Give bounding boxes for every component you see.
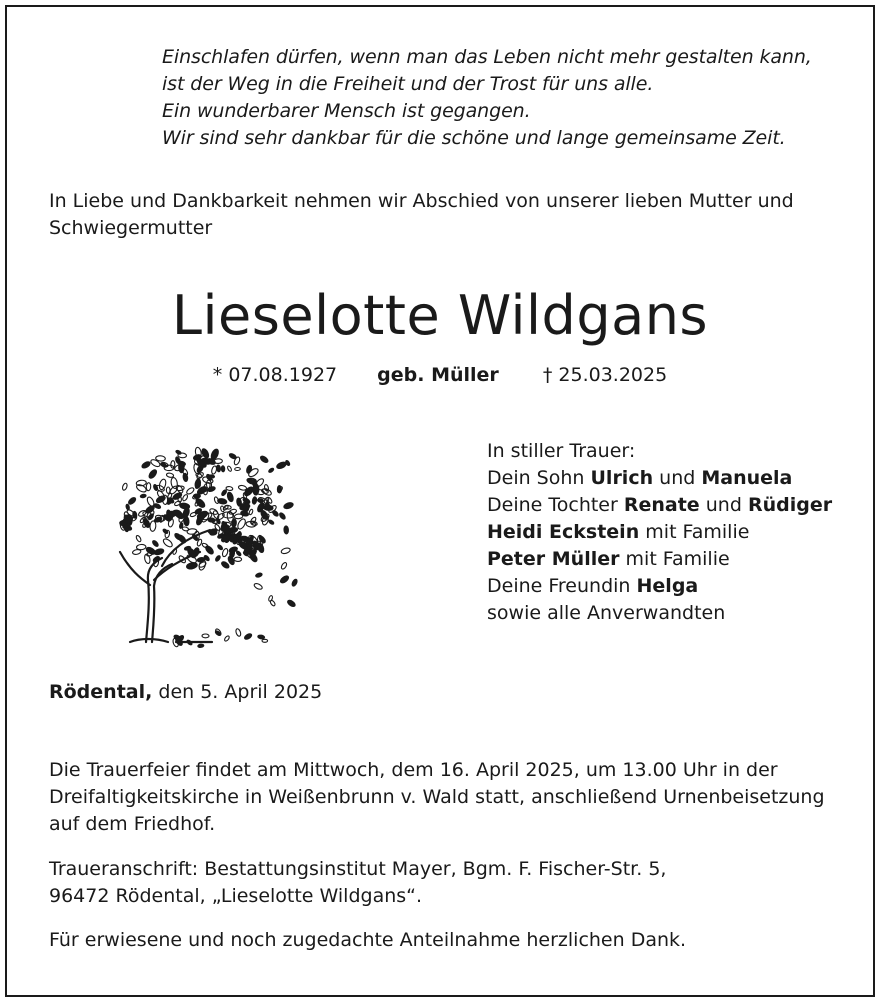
thanks-text: Für erwiesene und noch zugedachte Anteilnahme herzlichen Dank.	[49, 929, 687, 951]
leaf-mark	[224, 635, 230, 642]
death-date: † 25.03.2025	[542, 364, 668, 386]
leaf-mark	[152, 540, 160, 548]
leaf-mark	[261, 487, 272, 496]
leaf-mark	[190, 512, 197, 518]
leaf-mark	[217, 498, 227, 505]
windblown-tree-illustration	[100, 420, 300, 655]
leaf-mark	[229, 453, 238, 460]
leaf-mark	[291, 578, 298, 586]
address-line: Traueranschrift: Bestattungsinstitut Mayer, Bgm. F. Fischer-Str. 5,	[49, 858, 667, 880]
poem-line: Ein wunderbarer Mensch ist gegangen.	[162, 100, 531, 122]
leaf-mark	[173, 509, 185, 520]
leaf-mark	[211, 465, 217, 474]
leaf-mark	[259, 455, 269, 464]
mourning-address	[49, 856, 839, 910]
mourner-name: Ulrich	[590, 467, 654, 489]
leaf-mark	[162, 537, 174, 548]
mourner-suffix: mit Familie	[645, 521, 750, 543]
leaf-mark	[272, 510, 280, 517]
leaf-mark	[140, 494, 146, 498]
place-date-text: den 5. April 2025	[158, 681, 323, 703]
leaf-mark	[150, 458, 161, 468]
mourner-conjunction: und	[659, 467, 696, 489]
leaf-mark	[234, 557, 242, 561]
deceased-name: Lieselotte Wildgans	[171, 284, 709, 347]
leaf-mark	[123, 525, 129, 528]
poem-line: ist der Weg in die Freiheit und der Trost für uns alle.	[162, 73, 654, 95]
leaf-mark	[231, 519, 236, 528]
leaf-mark	[252, 497, 257, 505]
leaf-mark	[178, 453, 187, 458]
leaf-mark	[202, 634, 209, 638]
leaf-mark	[135, 535, 142, 543]
mourners-heading: In stiller Trauer:	[487, 440, 636, 462]
intro-text: In Liebe und Dankbarkeit nehmen wir Abschied von unserer lieben Mutter und Schwiegermutter	[49, 190, 794, 239]
leaf-mark	[226, 486, 233, 491]
leaf-mark	[198, 644, 204, 648]
mourner-friend	[487, 573, 832, 600]
leaf-mark	[269, 600, 275, 607]
leaf-mark	[281, 547, 291, 554]
leaf-mark	[179, 502, 190, 509]
leaf-mark	[248, 552, 258, 563]
leaf-mark	[279, 512, 287, 520]
leaf-mark	[221, 489, 228, 496]
leaf-mark	[201, 448, 210, 459]
mourner-relation: Dein Sohn	[487, 467, 585, 489]
leaf-mark	[284, 526, 289, 534]
leaf-mark	[283, 502, 294, 510]
mourner-name: Heidi Eckstein	[487, 521, 640, 543]
mourner-peter	[487, 546, 832, 573]
leaf-mark	[287, 599, 297, 608]
leaf-mark	[202, 542, 209, 548]
mourner-name: Renate	[623, 494, 700, 516]
leaf-mark	[127, 496, 136, 505]
maiden-name: geb. Müller	[377, 364, 499, 386]
leaf-mark	[221, 466, 225, 472]
leaf-mark	[244, 633, 253, 641]
leaf-mark	[253, 582, 263, 590]
leaf-mark	[166, 472, 174, 477]
mourners-list	[487, 438, 832, 627]
leaf-mark	[166, 510, 171, 518]
leaf-mark	[227, 466, 232, 472]
mourner-relation: Deine Tochter	[487, 494, 618, 516]
birth-date: * 07.08.1927	[212, 364, 338, 386]
leaf-mark	[171, 461, 176, 469]
poem-line: Einschlafen dürfen, wenn man das Leben nicht mehr gestalten kann,	[162, 46, 812, 68]
leaf-mark	[186, 487, 195, 496]
leaf-mark	[215, 555, 221, 562]
leaf-mark	[258, 635, 265, 640]
leaf-mark	[251, 521, 258, 526]
leaf-mark	[122, 483, 128, 491]
mourner-daughter	[487, 492, 832, 519]
poem	[162, 44, 812, 152]
leaf-mark	[257, 498, 263, 502]
leaf-mark	[236, 518, 247, 531]
leaf-mark	[226, 492, 234, 503]
leaf-mark	[276, 461, 287, 470]
leaf-mark	[234, 514, 243, 519]
funeral-info: Die Trauerfeier findet am Mittwoch, dem 16. April 2025, um 13.00 Uhr in der Dreifaltigkeitskirche in Weißenbrunn v. Wald statt, anschließend Urnenbeisetzung auf dem Friedhof.	[49, 759, 825, 835]
mourner-name: Rüdiger	[747, 494, 833, 516]
leaf-mark	[197, 557, 205, 562]
leaf-mark	[146, 483, 151, 491]
leaf-mark	[235, 467, 241, 470]
leaf-mark	[268, 467, 274, 473]
leaf-mark	[246, 465, 253, 474]
mourner-name: Helga	[636, 575, 699, 597]
leaf-mark	[217, 544, 223, 550]
leaf-mark	[235, 628, 242, 637]
leaf-mark	[136, 480, 147, 486]
leaf-mark	[279, 575, 289, 585]
leaf-mark	[158, 478, 167, 490]
poem-line: Wir sind sehr dankbar für die schöne und lange gemeinsame Zeit.	[162, 127, 786, 149]
leaf-mark	[182, 494, 189, 502]
leaf-mark	[204, 545, 214, 556]
leaf-mark	[156, 455, 166, 461]
leaf-mark	[249, 509, 254, 515]
mourner-heidi	[487, 519, 832, 546]
leaf-mark	[126, 504, 130, 510]
mourners-others: sowie alle Anverwandten	[487, 602, 726, 624]
mourner-conjunction: und	[705, 494, 742, 516]
leaf-mark	[148, 468, 158, 479]
mourner-name: Peter Müller	[487, 548, 620, 570]
leaf-mark	[209, 475, 215, 479]
leaf-mark	[236, 550, 242, 556]
mourner-son	[487, 465, 832, 492]
leaf-mark	[132, 549, 141, 555]
tree-trunk	[120, 530, 212, 642]
place-date	[49, 678, 322, 706]
leaf-mark	[280, 562, 287, 570]
address-line: 96472 Rödental, „Lieselotte Wildgans“.	[49, 885, 423, 907]
leaf-mark	[195, 515, 203, 525]
place-town: Rödental,	[49, 681, 153, 703]
mourner-relation: Deine Freundin	[487, 575, 631, 597]
leaf-mark	[141, 461, 151, 470]
mourner-suffix: mit Familie	[625, 548, 730, 570]
leaf-mark	[268, 519, 274, 525]
mourner-name: Manuela	[701, 467, 793, 489]
leaf-mark	[262, 639, 268, 642]
leaf-mark	[255, 572, 262, 577]
life-dates	[0, 361, 880, 389]
